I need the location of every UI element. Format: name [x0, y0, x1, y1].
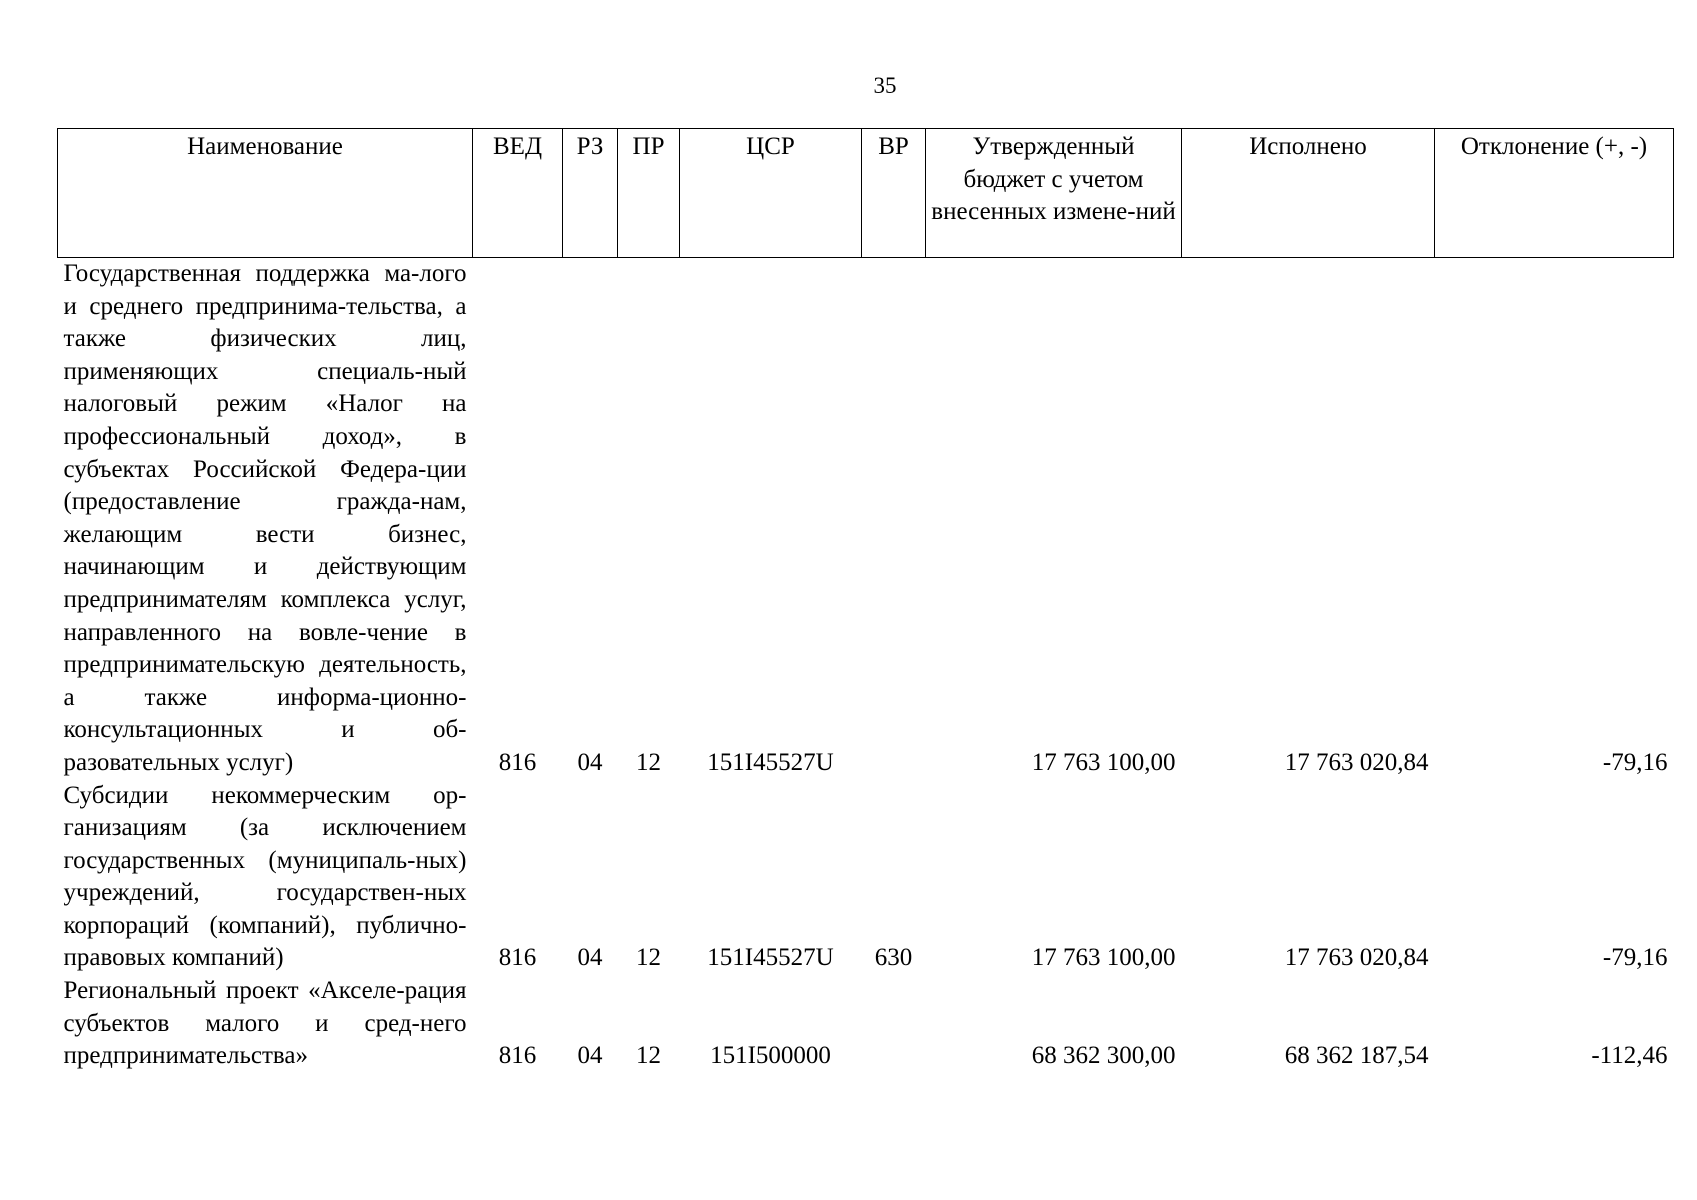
page-number: 35	[873, 73, 897, 98]
header-executed: Исполнено	[1182, 129, 1435, 258]
row-vr	[862, 258, 926, 780]
header-name: Наименование	[58, 129, 473, 258]
row-pr: 12	[636, 748, 661, 776]
row-deviation: -112,46	[1591, 1042, 1668, 1070]
header-approved-budget: Утвержденный бюджет с учетом внесенных измене-ний	[926, 129, 1182, 258]
row-deviation: -79,16	[1602, 748, 1668, 776]
row-approved: 68 362 300,00	[1031, 1042, 1176, 1070]
row-csr: 151I500000	[710, 1042, 831, 1070]
row-rz: 04	[577, 1042, 603, 1070]
row-executed: 17 763 020,84	[1284, 748, 1429, 776]
budget-execution-table	[57, 128, 1674, 1073]
row-csr: 151I45527U	[707, 944, 834, 972]
row-executed: 68 362 187,54	[1284, 1042, 1429, 1070]
row-rz: 04	[577, 944, 603, 972]
row-name: Государственная поддержка ма-лого и среднего предпринима-тельства, а также физических лиц, применяющих специаль-ный налоговый режим «Налог на профессиональный доход», в субъектах Российской Федера-ции (предоставление гражда-нам, желающим вести бизнес, начинающим и действующим предпринимателям комплекса услуг, направленного на вовле-чение в предпринимательскую деятельность, а также информа-ционно-консультационных и об-разовательных услуг)	[63, 260, 467, 776]
header-vr: ВР	[862, 129, 926, 258]
header-pr: ПР	[618, 129, 680, 258]
row-ved: 816	[498, 748, 537, 776]
header-ved: ВЕД	[473, 129, 563, 258]
row-pr: 12	[636, 1042, 661, 1070]
table-row	[58, 258, 1674, 780]
row-executed: 17 763 020,84	[1284, 944, 1429, 972]
row-pr: 12	[636, 944, 661, 972]
row-rz: 04	[577, 748, 603, 776]
table-header-row	[58, 129, 1674, 258]
row-name: Региональный проект «Акселе-рация субъектов малого и сред-него предпринимательства»	[63, 977, 467, 1070]
row-approved: 17 763 100,00	[1031, 748, 1176, 776]
header-csr: ЦСР	[680, 129, 862, 258]
row-deviation: -79,16	[1602, 944, 1668, 972]
row-name: Субсидии некоммерческим ор-ганизациям (за исключением государственных (муниципаль-ных) учреждений, государствен-ных корпораций (компаний), публично-правовых компаний)	[63, 781, 467, 972]
header-deviation: Отклонение (+, -)	[1435, 129, 1674, 258]
row-vr	[862, 975, 926, 1073]
header-rz: РЗ	[563, 129, 618, 258]
table-row	[58, 975, 1674, 1073]
row-csr: 151I45527U	[707, 748, 834, 776]
row-approved: 17 763 100,00	[1031, 944, 1176, 972]
row-vr: 630	[874, 944, 913, 972]
table-row	[58, 780, 1674, 976]
row-ved: 816	[498, 1042, 537, 1070]
row-ved: 816	[498, 944, 537, 972]
